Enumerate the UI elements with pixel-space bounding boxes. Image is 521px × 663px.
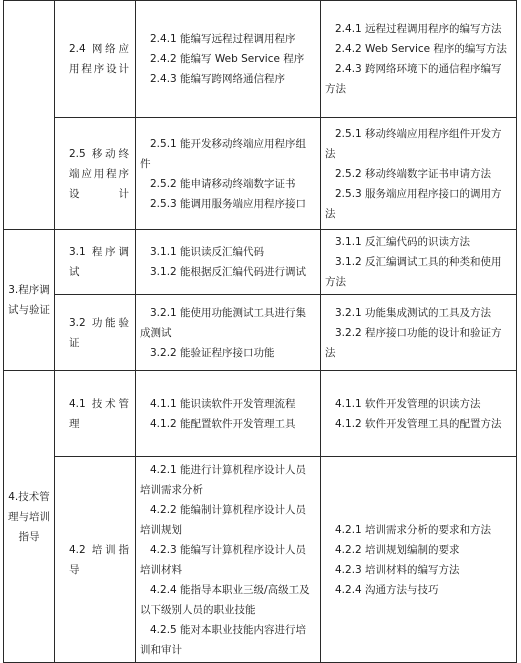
knowledge-item: 2.4.1 远程过程调用程序的编写方法 <box>335 23 502 35</box>
skill-item: 2.4.2 能编写 Web Service 程序 <box>150 53 305 65</box>
skill-item: 4.2.4 能指导本职业三级/高级工及以下级别人员的职业技能 <box>140 583 310 616</box>
knowledge-cell <box>321 371 517 457</box>
knowledge-item: 4.2.2 培训规划编制的要求 <box>335 543 460 556</box>
skill-item: 3.1.1 能识读反汇编代码 <box>150 246 265 258</box>
skills-cell <box>136 230 321 295</box>
skill-item: 4.2.1 能进行计算机程序设计人员培训需求分析 <box>140 463 307 496</box>
knowledge-item: 3.1.2 反汇编调试工具的种类和使用方法 <box>325 256 502 288</box>
unit-cell: 3.1 程序调试 <box>55 230 136 295</box>
table-row <box>4 295 517 371</box>
knowledge-item: 3.2.2 程序接口功能的设计和验证方法 <box>325 326 502 359</box>
knowledge-cell <box>321 295 517 371</box>
unit-cell: 3.2 功能验证 <box>55 295 136 371</box>
knowledge-item: 4.2.1 培训需求分析的要求和方法 <box>335 523 492 536</box>
skill-item: 4.1.2 能配置软件开发管理工具 <box>150 417 296 430</box>
skill-item: 3.1.2 能根据反汇编代码进行调试 <box>150 266 307 278</box>
module-cell: 4.技术管理与培训指导 <box>4 371 55 663</box>
module-cell: 3.程序调试与验证 <box>4 230 55 371</box>
knowledge-item: 3.1.1 反汇编代码的识读方法 <box>335 236 471 248</box>
skills-cell <box>136 371 321 457</box>
skills-cell <box>136 295 321 371</box>
skills-cell <box>136 457 321 663</box>
standards-table-page <box>3 0 517 659</box>
unit-cell: 4.2 培训指导 <box>55 457 136 663</box>
knowledge-cell <box>321 1 517 118</box>
skill-item: 2.5.3 能调用服务端应用程序接口 <box>150 197 307 210</box>
skill-item: 2.5.1 能开发移动终端应用程序组件 <box>140 137 307 170</box>
knowledge-cell <box>321 230 517 295</box>
skill-item: 4.1.1 能识读软件开发管理流程 <box>150 397 296 410</box>
skills-knowledge-table <box>3 0 517 663</box>
skill-item: 4.2.5 能对本职业技能内容进行培训和审计 <box>140 623 307 656</box>
knowledge-cell <box>321 457 517 663</box>
table-row <box>4 118 517 230</box>
skill-item: 4.2.2 能编制计算机程序设计人员培训规划 <box>140 503 307 536</box>
knowledge-cell <box>321 118 517 230</box>
skill-item: 3.2.2 能验证程序接口功能 <box>150 346 275 359</box>
knowledge-item: 4.1.2 软件开发管理工具的配置方法 <box>335 417 502 430</box>
table-row <box>4 371 517 457</box>
module-cell-continued <box>4 1 55 230</box>
knowledge-item: 2.5.2 移动终端数字证书申请方法 <box>335 167 492 180</box>
skills-cell <box>136 118 321 230</box>
table-row <box>4 1 517 118</box>
unit-cell: 4.1 技术管理 <box>55 371 136 457</box>
skill-item: 2.4.3 能编写跨网络通信程序 <box>150 73 286 85</box>
skill-item: 2.5.2 能申请移动终端数字证书 <box>150 177 296 190</box>
skills-cell <box>136 1 321 118</box>
skill-item: 4.2.3 能编写计算机程序设计人员培训材料 <box>140 543 307 576</box>
knowledge-item: 2.4.2 Web Service 程序的编写方法 <box>335 43 507 55</box>
table-row <box>4 230 517 295</box>
knowledge-item: 4.2.3 培训材料的编写方法 <box>335 563 460 576</box>
knowledge-item: 4.1.1 软件开发管理的识读方法 <box>335 397 481 410</box>
unit-cell: 2.4 网络应用程序设计 <box>55 1 136 118</box>
knowledge-item: 4.2.4 沟通方法与技巧 <box>335 583 439 596</box>
table-row <box>4 457 517 663</box>
knowledge-item: 2.5.1 移动终端应用程序组件开发方法 <box>325 127 502 160</box>
skill-item: 2.4.1 能编写远程过程调用程序 <box>150 33 296 45</box>
skill-item: 3.2.1 能使用功能测试工具进行集成测试 <box>140 306 307 339</box>
knowledge-item: 3.2.1 功能集成测试的工具及方法 <box>335 306 492 319</box>
knowledge-item: 2.4.3 跨网络环境下的通信程序编写方法 <box>325 63 502 95</box>
knowledge-item: 2.5.3 服务端应用程序接口的调用方法 <box>325 187 502 220</box>
unit-cell: 2.5 移动终端应用程序设计 <box>55 118 136 230</box>
